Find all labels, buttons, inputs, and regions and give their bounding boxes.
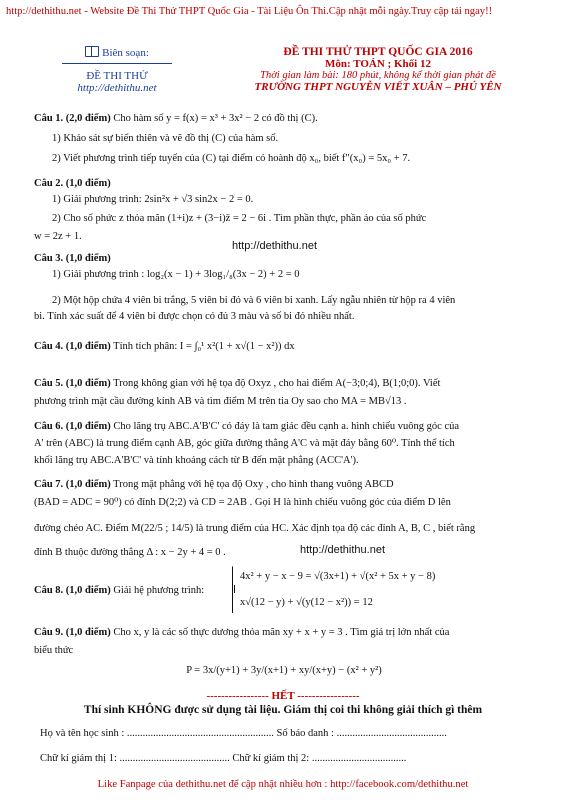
watermark-link-2[interactable]: http://dethithu.net bbox=[300, 544, 386, 556]
q9-line bbox=[34, 626, 534, 640]
school-name: TRƯỜNG THPT NGUYỄN VIẾT XUÂN – PHÚ YÊN bbox=[254, 81, 502, 93]
q3-part2: 2) Một hộp chứa 4 viên bi trắng, 5 viên bi đỏ và 6 viên bi xanh. Lấy ngẫu nhiên từ hộp ra 4 viên bbox=[52, 295, 456, 306]
q7-text-4: đỉnh B thuộc đường thẳng Δ : x − 2y + 4 = 0 . bbox=[34, 547, 226, 558]
q3-label: Câu 3. (1,0 điểm) bbox=[34, 253, 111, 264]
header-right bbox=[200, 46, 556, 93]
q5-text: Trong không gian với hệ tọa độ Oxyz , cho hai điểm A(−3;0;4), B(1;0;0). Viết bbox=[113, 378, 441, 389]
end-marker: ----------------- HẾT ----------------- bbox=[206, 690, 360, 702]
compiled-by bbox=[42, 46, 192, 59]
q2-part2: 2) Cho số phức z thỏa mãn (1+i)z + (3−i)z̄ = 2 − 6i . Tìm phần thực, phần ảo của số phức bbox=[52, 213, 427, 224]
q9-formula: P = 3x/(y+1) + 3y/(x+1) + xy/(x+y) − (x² + y²) bbox=[186, 665, 382, 676]
q1-label: Câu 1. (2,0 điểm) bbox=[34, 113, 111, 124]
q8-text: Giải hệ phương trình: bbox=[113, 585, 205, 596]
divider bbox=[62, 63, 172, 64]
q1-part2: 2) Viết phương trình tiếp tuyến của (C) tại điểm có hoành độ x₀, biết f″(x₀) = 5x₀ + 7. bbox=[52, 153, 411, 164]
q3-part2-cont: bi. Tính xác suất để 4 viên bi được chọn có đủ 3 màu và số bi đỏ nhiều nhất. bbox=[34, 311, 355, 322]
q1-stem: Cho hàm số y = f(x) = x³ + 3x² − 2 có đồ thị (C). bbox=[113, 113, 318, 124]
q6-text-2: A' trên (ABC) là trung điểm cạnh AB, góc giữa đường thẳng A'C và mặt đáy bằng 60⁰. Tính thể tích bbox=[34, 438, 455, 449]
q5-label: Câu 5. (1,0 điểm) bbox=[34, 378, 111, 389]
q6-text: Cho lăng trụ ABC.A'B'C' có đáy là tam giác đều cạnh a. hình chiếu vuông góc của bbox=[113, 421, 460, 432]
signature-field: Chữ kí giám thị 1: .......................................... Chữ kí giám thị 2: .................................... bbox=[40, 753, 407, 764]
q7-label: Câu 7. (1,0 điểm) bbox=[34, 479, 111, 490]
book-icon bbox=[85, 46, 99, 57]
q7-line bbox=[34, 478, 534, 492]
q2-part1: 1) Giải phương trình: 2sin²x + √3 sin2x − 2 = 0. bbox=[52, 194, 254, 205]
q2-label: Câu 2. (1,0 điểm) bbox=[34, 178, 111, 189]
exam-notice: Thí sinh KHÔNG được sử dụng tài liệu. Giám thị coi thi không giải thích gì thêm bbox=[83, 704, 483, 716]
header-left bbox=[42, 46, 192, 94]
q8-label: Câu 8. (1,0 điểm) bbox=[34, 585, 111, 596]
q4-label: Câu 4. (1,0 điểm) bbox=[34, 341, 111, 352]
q9-text: Cho x, y là các số thực dương thỏa mãn xy + x + y = 3 . Tìm giá trị lớn nhất của bbox=[113, 627, 450, 638]
q6-label: Câu 6. (1,0 điểm) bbox=[34, 421, 111, 432]
q1-part1: 1) Khảo sát sự biến thiên và vẽ đồ thị (C) của hàm số. bbox=[52, 133, 279, 144]
exam-subject: Môn: TOÁN ; Khối 12 bbox=[325, 58, 431, 70]
q1-stem-line bbox=[34, 112, 534, 126]
q5-text-cont: phương trình mặt cầu đường kính AB và tìm điểm M trên tia Oy sao cho MA = MB√13 . bbox=[34, 396, 407, 407]
compiled-label: Biên soạn: bbox=[102, 47, 149, 59]
q9-text-2: biểu thức bbox=[34, 645, 74, 656]
footer-link[interactable]: Like Fanpage của dethithu.net để cập nhật nhiều hơn : http://facebook.com/dethithu.net bbox=[97, 779, 469, 790]
q5-line bbox=[34, 377, 534, 391]
q7-text-2: (BAD = ADC = 90⁰) có đỉnh D(2;2) và CD = 2AB . Gọi H là hình chiếu vuông góc của điểm D lên bbox=[34, 497, 451, 508]
q2-part2-cont: w = 2z + 1. bbox=[34, 231, 82, 242]
q6-text-3: khối lăng trụ ABC.A'B'C' và tính khoảng cách từ B đến mặt phẳng (ACC'A'). bbox=[34, 455, 359, 466]
q7-text-3: đường chéo AC. Điểm M(22/5 ; 14/5) là trung điểm của HC. Xác định tọa độ các đỉnh A, B, C , biết rằng bbox=[34, 523, 476, 534]
q7-text: Trong mặt phẳng với hệ tọa độ Oxy , cho hình thang vuông ABCD bbox=[113, 479, 394, 490]
q8-eq1: 4x² + y − x − 9 = √(3x+1) + √(x² + 5x + y − 8) bbox=[240, 571, 436, 582]
top-banner: http://dethithu.net - Website Đề Thi Thử THPT Quốc Gia - Tài Liệu Ôn Thi.Cập nhật mỗi ngày.Truy cập tải ngay!! bbox=[6, 6, 493, 17]
q6-line bbox=[34, 420, 534, 434]
brace-tip bbox=[228, 585, 235, 593]
exam-time: Thời gian làm bài: 180 phút, không kể thời gian phát đề bbox=[260, 70, 496, 81]
q3-part1: 1) Giải phương trình : log₂(x − 1) + 3log₁/₈(3x − 2) + 2 = 0 bbox=[52, 269, 300, 280]
q9-label: Câu 9. (1,0 điểm) bbox=[34, 627, 111, 638]
exam-label: ĐỀ THI THỬ bbox=[86, 70, 148, 82]
name-field: Họ và tên học sinh : ........................................................ Số báo danh : .......................................... bbox=[40, 728, 447, 739]
q4-text: Tính tích phân: I = ∫₀¹ x²(1 + x√(1 − x²)) dx bbox=[113, 341, 295, 352]
exam-title: ĐỀ THI THỬ THPT QUỐC GIA 2016 bbox=[283, 46, 473, 58]
q4-line bbox=[34, 340, 534, 354]
watermark-link[interactable]: http://dethithu.net bbox=[232, 240, 318, 252]
q8-eq2: x√(12 − y) + √(y(12 − x²)) = 12 bbox=[240, 597, 373, 608]
site-link[interactable]: http://dethithu.net bbox=[77, 82, 157, 94]
